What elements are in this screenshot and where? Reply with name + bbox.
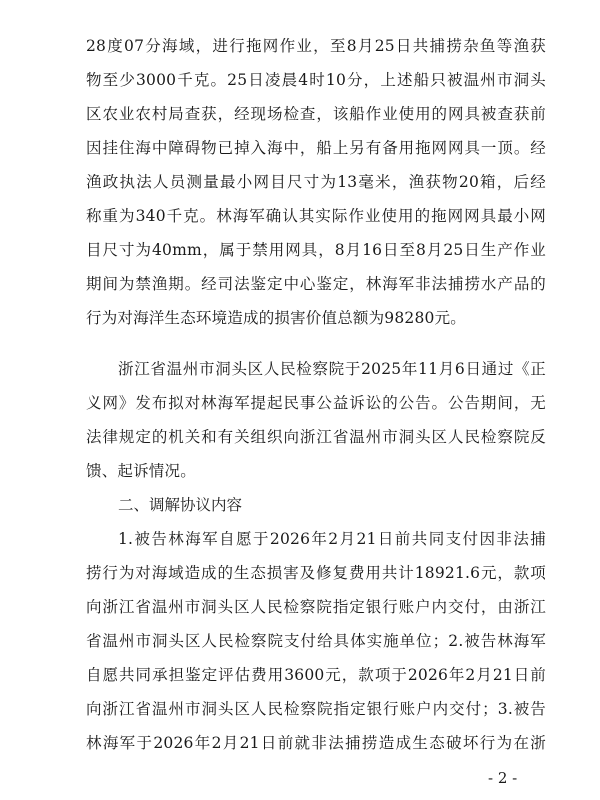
paragraph-1-line: 期间为禁渔期。经司法鉴定中心鉴定，林海军非法捕捞水产品的 <box>86 275 546 293</box>
paragraph-2-line: 义网》发布拟对林海军提起民事公益诉讼的公告。公告期间，无 <box>86 394 546 412</box>
paragraph-3-line: 向浙江省温州市洞头区人民检察院指定银行账户内交付；3.被告 <box>86 700 546 718</box>
paragraph-2-line: 浙江省温州市洞头区人民检察院于2025年11月6日通过《正 <box>118 360 546 378</box>
paragraph-1-line: 因挂住海中障碍物已掉入海中，船上另有备用拖网网具一顶。经 <box>86 139 546 157</box>
paragraph-3-line: 自愿共同承担鉴定评估费用3600元，款项于2026年2月21日前 <box>86 666 546 684</box>
paragraph-3-line: 1.被告林海军自愿于2026年2月21日前共同支付因非法捕 <box>118 530 546 548</box>
paragraph-3-line: 省温州市洞头区人民检察院支付给具体实施单位；2.被告林海军 <box>86 632 546 650</box>
paragraph-3-line: 捞行为对海域造成的生态损害及修复费用共计18921.6元，款项 <box>86 564 546 582</box>
paragraph-1-line: 区农业农村局查获，经现场检查，该船作业使用的网具被查获前 <box>86 105 546 123</box>
section-heading: 二、调解协议内容 <box>118 496 243 514</box>
paragraph-2-line: 馈、起诉情况。 <box>86 462 196 480</box>
paragraph-3-line: 林海军于2026年2月21日前就非法捕捞造成生态破坏行为在浙 <box>86 734 546 752</box>
paragraph-1-line: 称重为340千克。林海军确认其实际作业使用的拖网网具最小网 <box>86 207 546 225</box>
paragraph-3-line: 向浙江省温州市洞头区人民检察院指定银行账户内交付，由浙江 <box>86 598 546 616</box>
paragraph-1-line: 行为对海洋生态环境造成的损害价值总额为98280元。 <box>86 309 467 327</box>
paragraph-1-line: 28度07分海域，进行拖网作业，至8月25日共捕捞杂鱼等渔获 <box>86 37 546 55</box>
paragraph-1-line: 物至少3000千克。25日凌晨4时10分，上述船只被温州市洞头 <box>86 71 546 89</box>
page-number: - 2 - <box>488 769 518 787</box>
paragraph-1-line: 渔政执法人员测量最小网目尺寸为13毫米，渔获物20箱，后经 <box>86 173 546 191</box>
paragraph-2-line: 法律规定的机关和有关组织向浙江省温州市洞头区人民检察院反 <box>86 428 546 446</box>
paragraph-1-line: 目尺寸为40mm，属于禁用网具，8月16日至8月25日生产作业 <box>86 241 546 259</box>
